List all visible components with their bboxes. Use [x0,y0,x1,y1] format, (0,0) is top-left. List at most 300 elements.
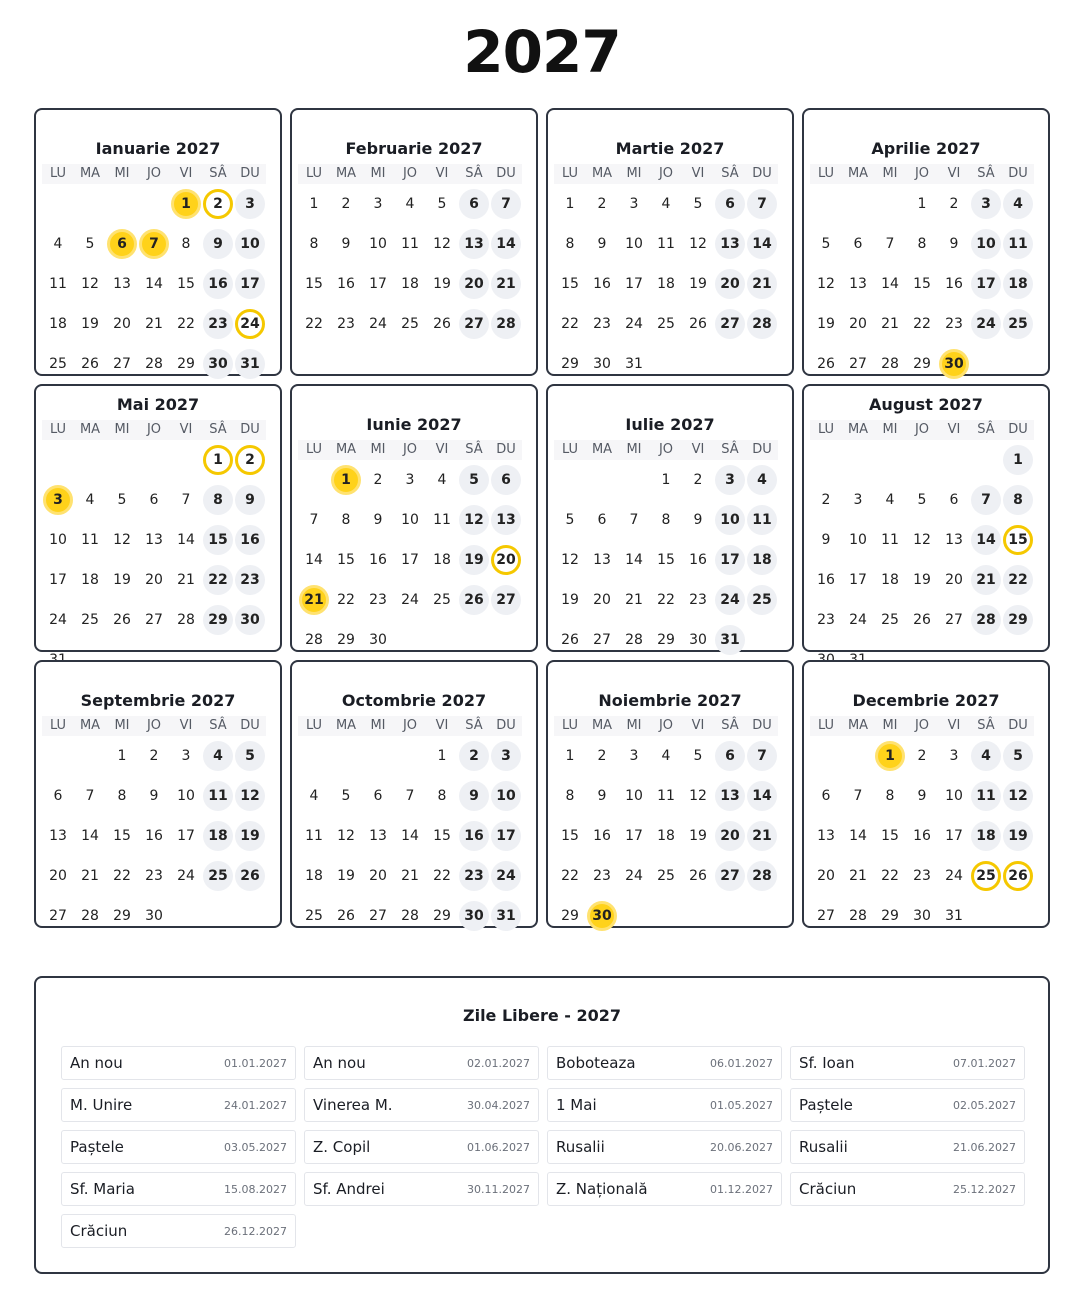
calendar-day [490,500,522,540]
weekday-label: LU [554,440,586,460]
day-number: 29 [113,908,131,924]
day-number: 9 [917,788,927,804]
calendar-day [874,344,906,384]
day-number: 14 [625,552,643,568]
day-number: 6 [53,788,63,804]
calendar-day [298,540,330,580]
calendar-day [202,816,234,856]
calendar-day [810,896,842,936]
holiday-item [61,1046,296,1080]
day-number: 12 [433,236,451,252]
calendar-day [362,776,394,816]
calendar-day [714,304,746,344]
day-number: 20 [715,269,745,299]
weekday-label: LU [42,164,74,184]
holiday-name: Sf. Ioan [799,1054,855,1072]
day-number: 3 [971,189,1001,219]
calendar-day [362,264,394,304]
calendar-day [362,540,394,580]
calendar-day [842,816,874,856]
day-number: 23 [593,316,611,332]
empty-day [394,736,426,776]
calendar-day [202,224,234,264]
day-number: 8 [309,236,319,252]
day-number: 7 [885,236,895,252]
weekday-label: MA [330,716,362,736]
day-number: 27 [715,861,745,891]
weekday-label: VI [938,164,970,184]
month-card [802,108,1050,376]
calendar-day [618,856,650,896]
calendar-day [746,816,778,856]
calendar-day [586,856,618,896]
calendar-day [842,304,874,344]
calendar-day [202,856,234,896]
weekday-label: SÂ [458,716,490,736]
day-number: 23 [593,868,611,884]
calendar-day [74,896,106,936]
day-number: 24 [715,585,745,615]
calendar-day [1002,440,1034,480]
day-number: 20 [945,572,963,588]
day-number: 26 [81,356,99,372]
calendar-day [42,856,74,896]
month-title: Septembrie 2027 [80,691,236,710]
calendar-day [490,460,522,500]
day-number: 8 [181,236,191,252]
calendar-day [746,184,778,224]
day-number: 19 [689,828,707,844]
day-number: 24 [625,316,643,332]
calendar-day [202,600,234,640]
day-number: 21 [491,269,521,299]
day-number: 4 [1003,189,1033,219]
day-number: 3 [715,465,745,495]
calendar-day [42,224,74,264]
empty-day [970,440,1002,480]
calendar-day [682,500,714,540]
day-number: 19 [81,316,99,332]
calendar-day [842,264,874,304]
day-number: 16 [593,828,611,844]
day-number: 24 [971,309,1001,339]
calendar-day [330,184,362,224]
weekday-label: SÂ [970,164,1002,184]
calendar-day [138,856,170,896]
day-number: 25 [81,612,99,628]
calendar-day [106,304,138,344]
day-number: 9 [149,788,159,804]
day-number: 25 [971,861,1001,891]
weekday-label: VI [426,440,458,460]
calendar-day [874,776,906,816]
days-grid [554,460,786,660]
day-number: 19 [689,276,707,292]
month-title: Iunie 2027 [366,415,462,434]
weekday-header [810,420,1042,440]
holiday-date: 20.06.2027 [710,1140,773,1154]
day-number: 13 [369,828,387,844]
calendar-day [202,264,234,304]
calendar-day [426,224,458,264]
day-number: 30 [939,349,969,379]
calendar-day [234,560,266,600]
day-number: 26 [113,612,131,628]
day-number: 1 [331,465,361,495]
empty-day [810,736,842,776]
calendar-day [906,184,938,224]
calendar-day [842,856,874,896]
day-number: 6 [491,465,521,495]
calendar-day [74,480,106,520]
calendar-day [650,776,682,816]
day-number: 17 [715,545,745,575]
calendar-day [330,224,362,264]
weekday-label: MI [874,420,906,440]
weekday-label: JO [138,716,170,736]
weekday-label: MI [106,420,138,440]
calendar-day [938,896,970,936]
day-number: 16 [817,572,835,588]
day-number: 9 [341,236,351,252]
empty-day [842,184,874,224]
day-number: 3 [43,485,73,515]
calendar-day [554,896,586,936]
holiday-date: 01.01.2027 [224,1056,287,1070]
day-number: 28 [625,632,643,648]
day-number: 21 [81,868,99,884]
day-number: 24 [177,868,195,884]
holiday-name: An nou [313,1054,366,1072]
calendar-day [554,776,586,816]
day-number: 30 [203,349,233,379]
weekday-label: MI [874,164,906,184]
calendar-day [234,816,266,856]
day-number: 17 [491,821,521,851]
day-number: 18 [433,552,451,568]
calendar-day [298,580,330,620]
day-number: 10 [491,781,521,811]
calendar-day [906,776,938,816]
calendar-day [202,776,234,816]
weekday-label: MI [362,716,394,736]
calendar-day [714,264,746,304]
day-number: 15 [203,525,233,555]
calendar-day [138,344,170,384]
empty-day [74,184,106,224]
calendar-day [714,776,746,816]
holiday-item [61,1172,296,1206]
calendar-day [746,540,778,580]
calendar-day [970,520,1002,560]
calendar-day [682,856,714,896]
weekday-label: VI [426,716,458,736]
day-number: 21 [177,572,195,588]
weekday-label: MI [362,164,394,184]
day-number: 8 [203,485,233,515]
calendar-day [490,264,522,304]
calendar-day [298,856,330,896]
calendar-day [746,224,778,264]
day-number: 18 [657,828,675,844]
day-number: 26 [689,868,707,884]
day-number: 30 [587,901,617,931]
holiday-date: 26.12.2027 [224,1224,287,1238]
calendar-day [170,184,202,224]
holiday-date: 07.01.2027 [953,1056,1016,1070]
days-grid [42,184,274,384]
day-number: 20 [817,868,835,884]
calendar-day [1002,776,1034,816]
calendar-day [874,600,906,640]
calendar-day [330,620,362,660]
calendar-day [746,460,778,500]
day-number: 22 [433,868,451,884]
weekday-label: SÂ [714,440,746,460]
calendar-day [458,736,490,776]
calendar-day [650,620,682,660]
holiday-name: Crăciun [799,1180,857,1198]
day-number: 24 [235,309,265,339]
day-number: 6 [373,788,383,804]
day-number: 9 [949,236,959,252]
day-number: 22 [881,868,899,884]
day-number: 7 [405,788,415,804]
day-number: 1 [309,196,319,212]
calendar-day [394,540,426,580]
month-title: Decembrie 2027 [852,691,1000,710]
calendar-day [490,776,522,816]
calendar-day [874,816,906,856]
calendar-day [362,620,394,660]
day-number: 22 [913,316,931,332]
calendar-day [74,520,106,560]
calendar-day [810,776,842,816]
calendar-day [234,736,266,776]
weekday-label: JO [394,716,426,736]
months-grid [34,108,1050,928]
day-number: 8 [117,788,127,804]
days-grid [42,736,274,936]
day-number: 14 [881,276,899,292]
day-number: 25 [49,356,67,372]
holiday-name: Vinerea M. [313,1096,393,1114]
empty-day [618,460,650,500]
calendar-day [202,736,234,776]
calendar-day [42,480,74,520]
calendar-day [234,520,266,560]
day-number: 8 [341,512,351,528]
day-number: 6 [107,229,137,259]
day-number: 27 [849,356,867,372]
calendar-day [42,896,74,936]
calendar-day [586,184,618,224]
day-number: 14 [491,229,521,259]
calendar-day [970,736,1002,776]
day-number: 20 [849,316,867,332]
weekday-label: DU [746,440,778,460]
holiday-date: 30.04.2027 [467,1098,530,1112]
day-number: 6 [853,236,863,252]
month-card [546,660,794,928]
calendar-day [362,896,394,936]
calendar-day [362,184,394,224]
day-number: 21 [971,565,1001,595]
day-number: 10 [401,512,419,528]
day-number: 21 [401,868,419,884]
day-number: 10 [625,236,643,252]
day-number: 12 [689,236,707,252]
calendar-day [106,776,138,816]
calendar-day [234,304,266,344]
day-number: 27 [49,908,67,924]
day-number: 4 [85,492,95,508]
holiday-name: Paștele [799,1096,853,1114]
calendar-day [138,896,170,936]
weekday-label: SÂ [202,420,234,440]
day-number: 29 [913,356,931,372]
calendar-day [490,184,522,224]
calendar-day [586,264,618,304]
calendar-day [650,264,682,304]
calendar-day [234,344,266,384]
calendar-day [202,440,234,480]
calendar-day [554,344,586,384]
calendar-day [234,264,266,304]
day-number: 2 [341,196,351,212]
calendar-day [394,304,426,344]
day-number: 5 [693,196,703,212]
day-number: 19 [113,572,131,588]
day-number: 3 [235,189,265,219]
calendar-day [1002,480,1034,520]
day-number: 24 [945,868,963,884]
calendar-day [682,580,714,620]
month-card [34,660,282,928]
day-number: 10 [849,532,867,548]
day-number: 14 [81,828,99,844]
day-number: 22 [177,316,195,332]
calendar-day [1002,600,1034,640]
day-number: 5 [341,788,351,804]
calendar-day [202,184,234,224]
day-number: 19 [561,592,579,608]
calendar-day [426,736,458,776]
weekday-header [42,420,274,440]
month-title: Mai 2027 [116,395,200,414]
calendar-day [970,856,1002,896]
calendar-day [202,480,234,520]
calendar-day [938,520,970,560]
calendar-day [618,736,650,776]
calendar-day [298,896,330,936]
holidays-panel [34,976,1050,1274]
day-number: 20 [459,269,489,299]
calendar-day [970,560,1002,600]
day-number: 11 [49,276,67,292]
day-number: 26 [459,585,489,615]
day-number: 6 [597,512,607,528]
empty-day [874,440,906,480]
calendar-day [330,816,362,856]
day-number: 24 [491,861,521,891]
calendar-day [170,344,202,384]
day-number: 16 [593,276,611,292]
day-number: 19 [235,821,265,851]
day-number: 7 [139,229,169,259]
weekday-label: SÂ [458,440,490,460]
calendar-day [554,304,586,344]
calendar-day [42,600,74,640]
day-number: 20 [593,592,611,608]
day-number: 11 [81,532,99,548]
day-number: 8 [565,236,575,252]
day-number: 17 [625,276,643,292]
day-number: 21 [299,585,329,615]
calendar-day [170,600,202,640]
holiday-item [790,1172,1025,1206]
day-number: 16 [235,525,265,555]
day-number: 4 [309,788,319,804]
calendar-day [170,776,202,816]
day-number: 23 [913,868,931,884]
day-number: 3 [405,472,415,488]
day-number: 13 [945,532,963,548]
calendar-day [618,264,650,304]
day-number: 20 [369,868,387,884]
calendar-day [138,560,170,600]
weekday-header [810,164,1042,184]
weekday-label: VI [170,164,202,184]
day-number: 7 [309,512,319,528]
calendar-day [586,500,618,540]
calendar-day [42,776,74,816]
day-number: 5 [459,465,489,495]
day-number: 12 [459,505,489,535]
day-number: 15 [881,828,899,844]
day-number: 23 [145,868,163,884]
calendar-day [938,816,970,856]
day-number: 10 [625,788,643,804]
calendar-day [426,500,458,540]
empty-day [906,440,938,480]
calendar-day [298,776,330,816]
calendar-day [874,264,906,304]
calendar-day [682,540,714,580]
holiday-date: 25.12.2027 [953,1182,1016,1196]
calendar-day [170,264,202,304]
calendar-day [618,304,650,344]
weekday-label: MA [74,716,106,736]
calendar-day [330,500,362,540]
weekday-label: VI [170,420,202,440]
day-number: 18 [1003,269,1033,299]
day-number: 11 [203,781,233,811]
day-number: 15 [433,828,451,844]
month-card [802,660,1050,928]
holiday-item [304,1046,539,1080]
calendar-day [970,480,1002,520]
weekday-label: VI [170,716,202,736]
day-number: 18 [401,276,419,292]
calendar-day [202,304,234,344]
calendar-day [554,500,586,540]
weekday-label: MI [618,164,650,184]
day-number: 15 [561,828,579,844]
day-number: 27 [593,632,611,648]
calendar-day [458,184,490,224]
calendar-day [170,856,202,896]
